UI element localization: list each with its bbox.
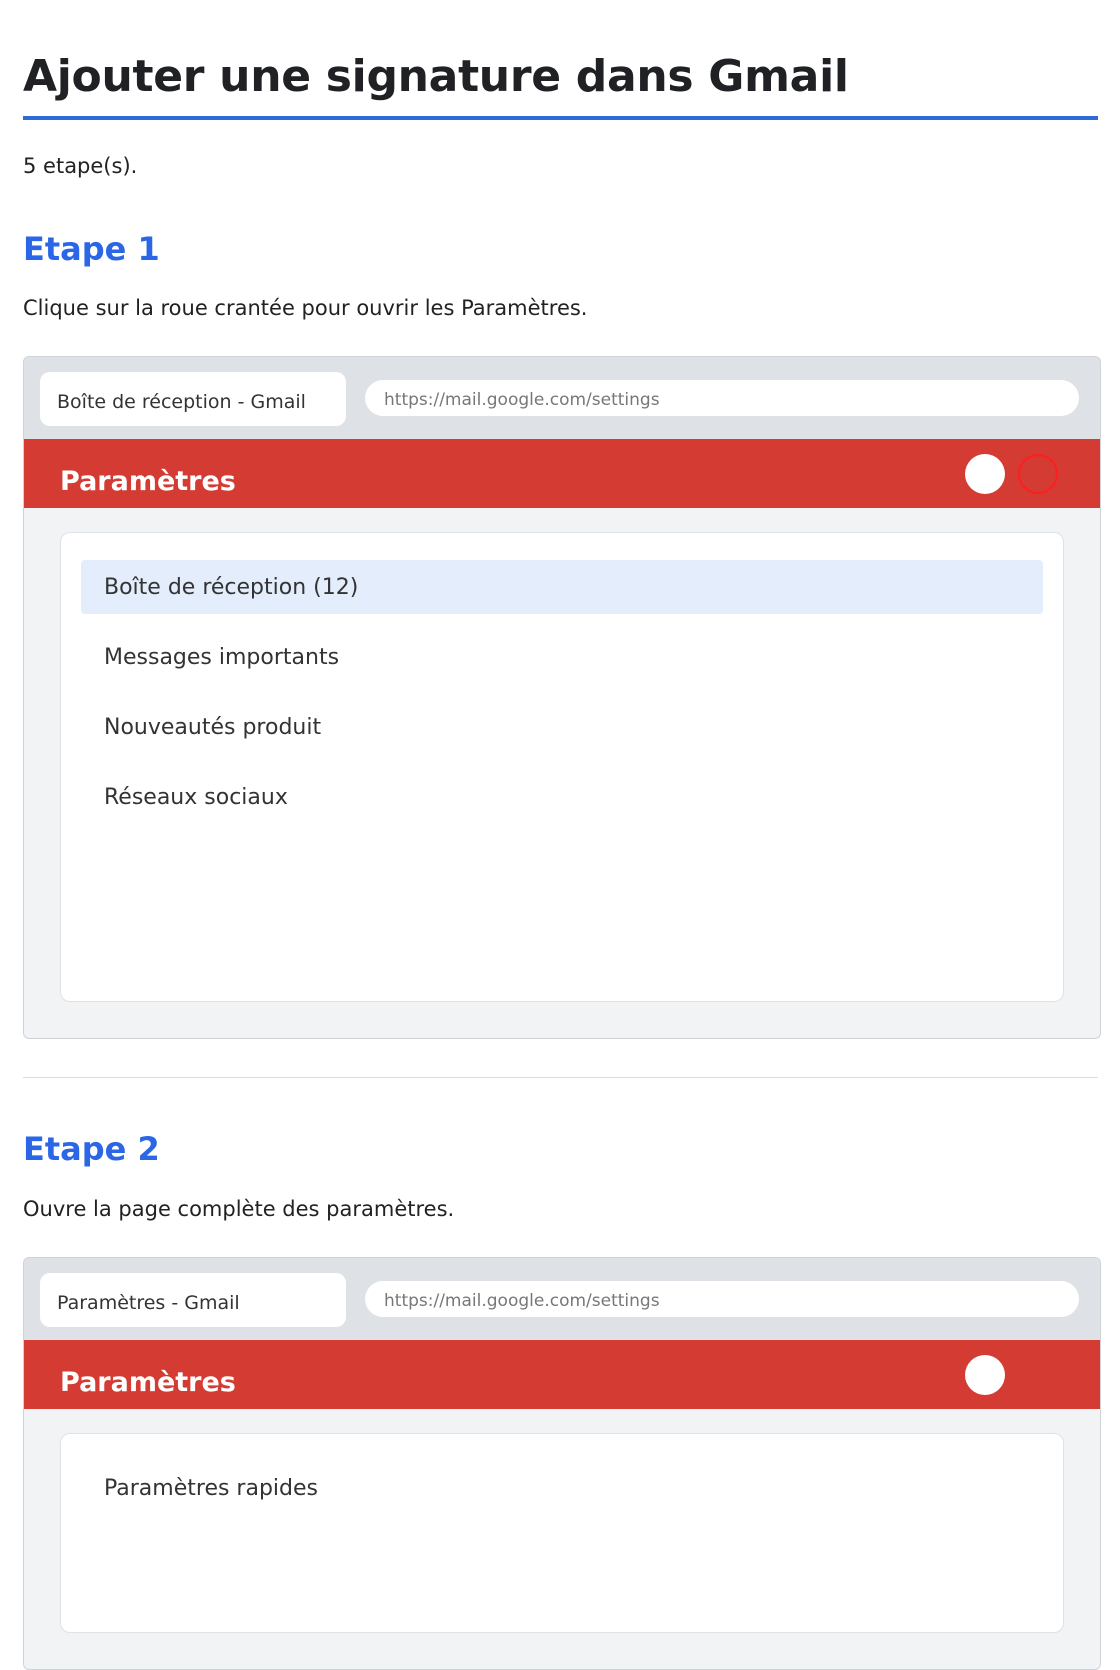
step-divider <box>23 1077 1098 1078</box>
settings-gear-button[interactable] <box>965 1355 1005 1395</box>
page-title: Ajouter une signature dans Gmail <box>23 0 1098 120</box>
step-description: Clique sur la roue crantée pour ouvrir les Paramètres. <box>23 296 588 320</box>
browser-tab[interactable]: Boîte de réception - Gmail <box>40 372 346 426</box>
list-item-inbox[interactable]: Boîte de réception (12) <box>81 560 1043 614</box>
folder-list <box>60 532 1064 1002</box>
browser-mockup <box>23 356 1101 1039</box>
click-target-highlight <box>1018 454 1058 494</box>
browser-tab-bar <box>24 357 1100 439</box>
list-item-social[interactable]: Réseaux sociaux <box>104 785 288 810</box>
step-1 <box>23 229 1098 1039</box>
settings-panel <box>60 1433 1064 1633</box>
step-count: 5 etape(s). <box>23 154 138 178</box>
step-description: Ouvre la page complète des paramètres. <box>23 1197 455 1221</box>
app-content <box>24 1409 1100 1669</box>
header-title: Paramètres <box>60 1367 236 1398</box>
browser-tab[interactable]: Paramètres - Gmail <box>40 1273 346 1327</box>
gmail-header <box>24 1340 1100 1409</box>
step-title: Etape 2 <box>23 1130 160 1168</box>
step-title: Etape 1 <box>23 230 160 268</box>
browser-tab-bar <box>24 1258 1100 1340</box>
settings-gear-button[interactable] <box>965 454 1005 494</box>
browser-mockup <box>23 1257 1101 1670</box>
gmail-header <box>24 439 1100 508</box>
address-bar[interactable]: https://mail.google.com/settings <box>365 380 1079 416</box>
app-content <box>24 508 1100 1038</box>
list-item-quick-settings[interactable]: Paramètres rapides <box>104 1476 318 1501</box>
step-2 <box>23 1129 1098 1670</box>
address-bar[interactable]: https://mail.google.com/settings <box>365 1281 1079 1317</box>
list-item-updates[interactable]: Nouveautés produit <box>104 715 322 740</box>
header-title: Paramètres <box>60 466 236 497</box>
list-item-important[interactable]: Messages importants <box>104 645 340 670</box>
